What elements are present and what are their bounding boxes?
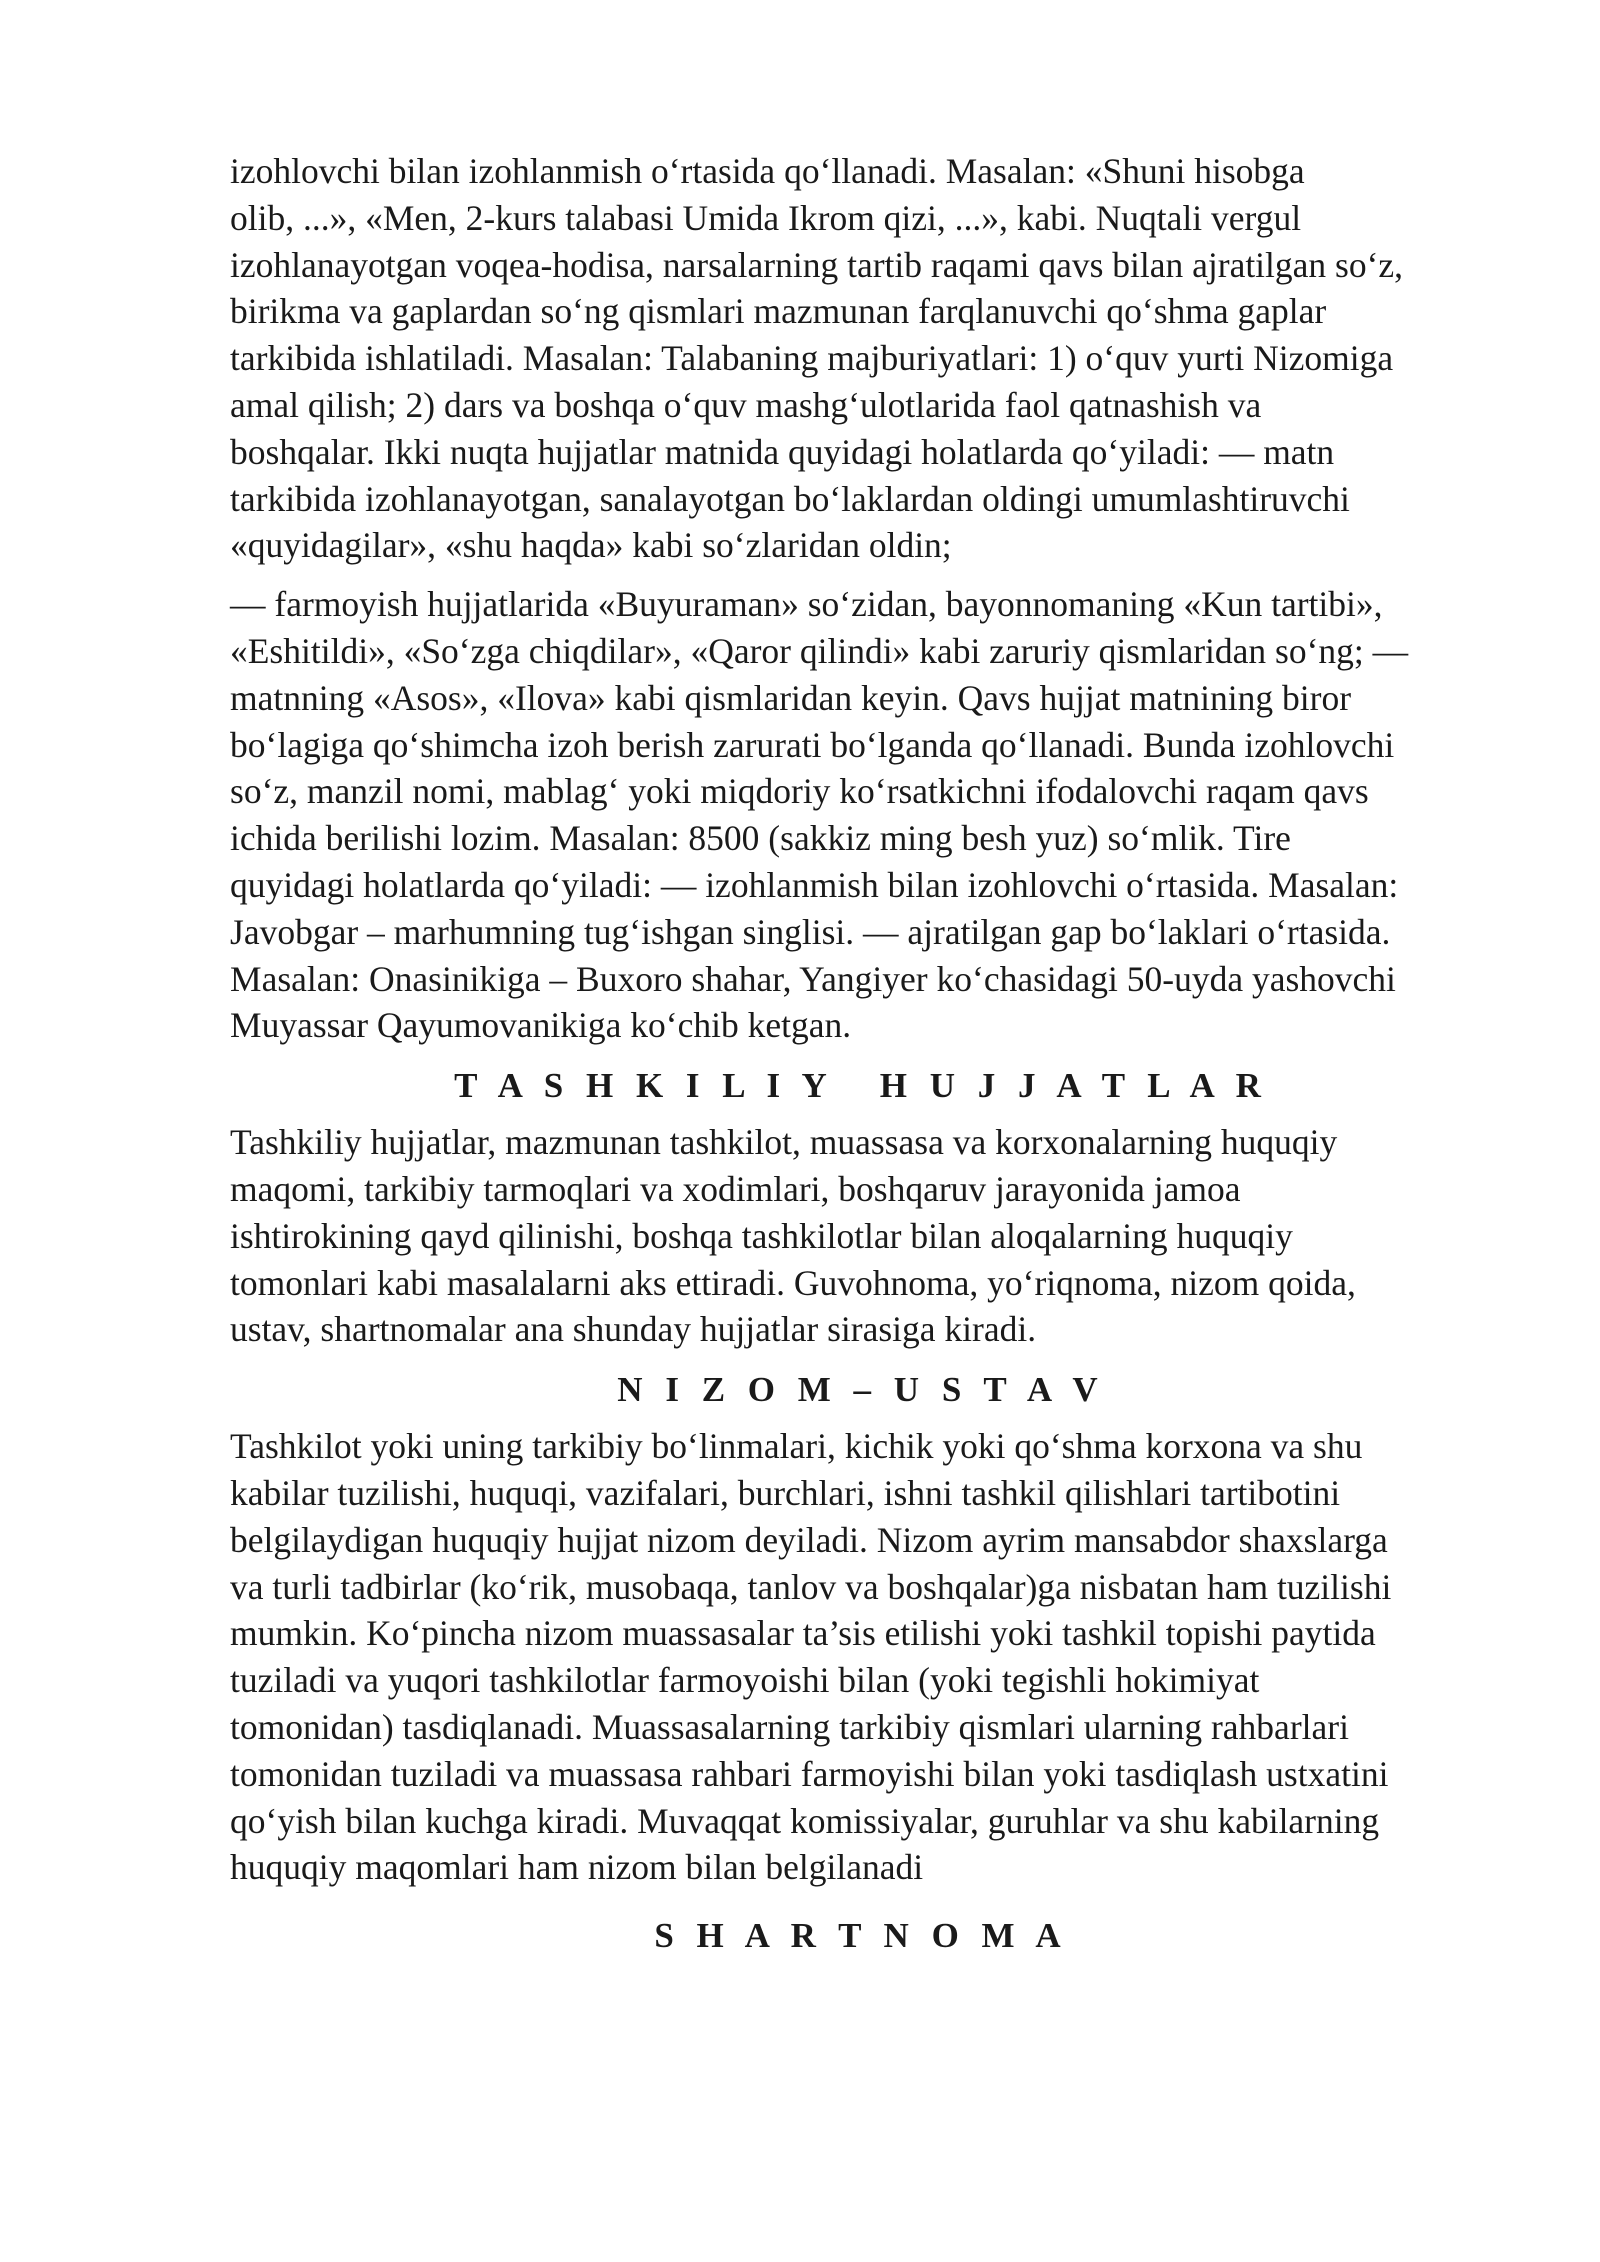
paragraph-organizational-documents: Tashkiliy hujjatlar, mazmunan tashkilot, muassasa va korxonalarning huquqiy maqomi, tarkibiy tarmoqlari va xodimlari, boshqaruv jarayonida jamoa ishtirokining qayd qilinishi, boshqa tashkilotlar bilan aloqalarning huquqiy tomonlari kabi masalalarni aks ettiradi. Guvohnoma, yo‘riqnoma, nizom qoida, ustav, shartnomalar ana shunday hujjatlar sirasiga kiradi. (230, 1122, 1356, 1350)
paragraph-charter: Tashkilot yoki uning tarkibiy bo‘linmalari, kichik yoki qo‘shma korxona va shu kabilar tuzilishi, huquqi, vazifalari, burchlari, ishni tashkil qilishlari tartibotini belgilaydigan huquqiy hujjat nizom deyiladi. Nizom ayrim mansabdor shaxslarga va turli tadbirlar (ko‘rik, musobaqa, tanlov va boshqalar)ga nisbatan ham tuzilishi mumkin. Ko‘pincha nizom muassasalar ta’sis etilishi yoki tashkil topishi paytida tuziladi va yuqori tashkilotlar farmoyoishi bilan (yoki tegishli hokimiyat tomonidan) tasdiqlanadi. Muassasalarning tarkibiy qismlari ularning rahbarlari tomonidan tuziladi va muassasa rahbari farmoyishi bilan yoki tasdiqlash ustxatini qo‘yish bilan kuchga kiradi. Muvaqqat komissiyalar, guruhlar va shu kabilarning huquqiy maqomlari ham nizom bilan belgilanadi (230, 1426, 1392, 1888)
section-heading-charter: N I Z O M – U S T A V (617, 1370, 1105, 1410)
paragraph-colon-parentheses-dash: — farmoyish hujjatlarida «Buyuraman» so‘zidan, bayonnomaning «Kun tartibi», «Eshitildi», «So‘zga chiqdilar», «Qaror qilindi» kabi zaruriy qismlaridan so‘ng; — matnning «Asos», «Ilova» kabi qismlaridan keyin. Qavs hujjat matnining biror bo‘lagiga qo‘shimcha izoh berish zarurati bo‘lganda qo‘llanadi. Bunda izohlovchi so‘z, manzil nomi, mablag‘ yoki miqdoriy ko‘rsatkichni ifodalovchi raqam qavs ichida berilishi lozim. Masalan: 8500 (sakkiz ming besh yuz) so‘mlik. Tire quyidagi holatlarda qo‘yiladi: — izohlanmish bilan izohlovchi o‘rtasida. Masalan: Javobgar – marhumning tug‘ishgan singlisi. — ajratilgan gap bo‘laklari o‘rtasida. Masalan: Onasinikiga – Buxoro shahar, Yangiyer ko‘chasidagi 50-uyda yashovchi Muyassar Qayumovanikiga ko‘chib ketgan. (230, 584, 1409, 1046)
section-heading-organizational-documents: T A S H K I L I Y H U J J A T L A R (454, 1066, 1268, 1106)
document-page (230, 148, 1492, 1969)
section-heading-contract: S H A R T N O M A (654, 1916, 1068, 1956)
paragraph-punctuation-usage: izohlovchi bilan izohlanmish o‘rtasida qo‘llanadi. Masalan: «Shuni hisobga olib, ...», «Men, 2-kurs talabasi Umida Ikrom qizi, ...», kabi. Nuqtali vergul izohlanayotgan voqea-hodisa, narsalarning tartib raqami qavs bilan ajratilgan so‘z, birikma va gaplardan so‘ng qismlari mazmunan farqlanuvchi qo‘shma gaplar tarkibida ishlatiladi. Masalan: Talabaning majburiyatlari: 1) o‘quv yurti Nizomiga amal qilish; 2) dars va boshqa o‘quv mashg‘ulotlarida faol qatnashish va boshqalar. Ikki nuqta hujjatlar matnida quyidagi holatlarda qo‘yiladi: — matn tarkibida izohlanayotgan, sanalayotgan bo‘laklardan oldingi umumlashtiruvchi «quyidagilar», «shu haqda» kabi so‘zlaridan oldin; (230, 151, 1404, 566)
